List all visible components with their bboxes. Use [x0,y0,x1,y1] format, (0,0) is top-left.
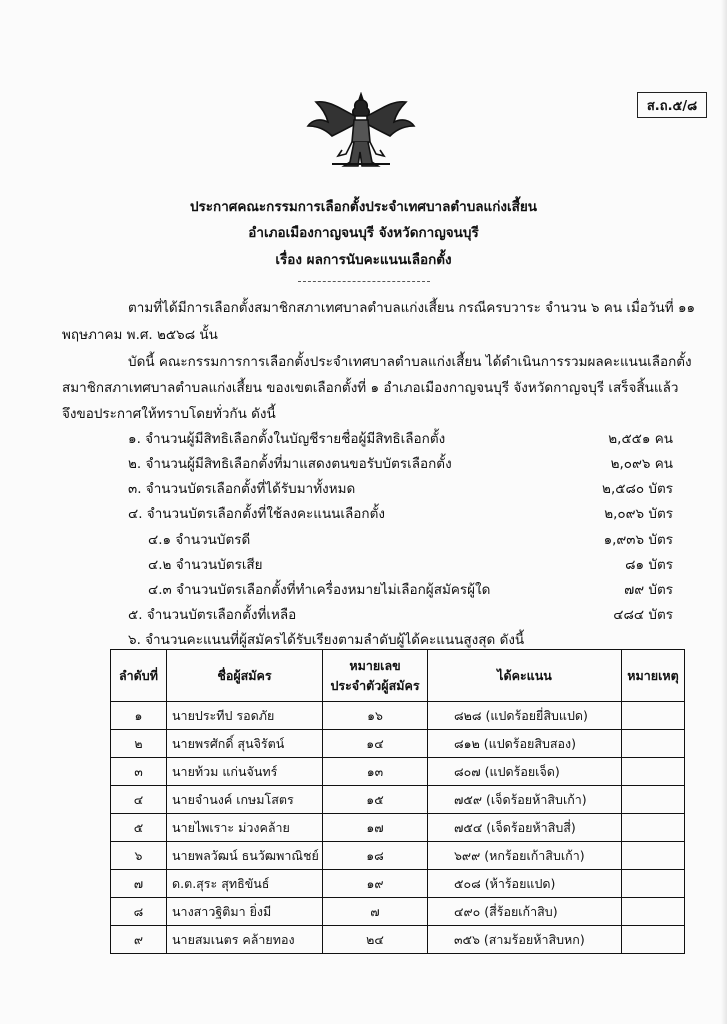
cell-score: ๓๕๖ (สามร้อยห้าสิบหก) [428,926,622,954]
stat-label: ๒. จำนวนผู้มีสิทธิเลือกตั้งที่มาแสดงตนขอรับบัตรเลือกตั้ง [128,456,452,472]
announcement-title: ประกาศคณะกรรมการเลือกตั้งประจำเทศบาลตำบลแก่งเสี้ยน [189,199,538,215]
form-code-box: ส.ถ.๕/๘ [637,92,707,118]
cell-score: ๗๕๙ (เจ็ดร้อยห้าสิบเก้า) [428,786,622,814]
paragraph-2-line-1: บัดนี้ คณะกรรมการการเลือกตั้งประจำเทศบาลตำบลแก่งเสี้ยน ได้ดำเนินการรวมผลคะแนนเลือกตั้ง [128,354,692,370]
stat-label: ๑. จำนวนผู้มีสิทธิเลือกตั้งในบัญชีรายชื่อผู้มีสิทธิเลือกตั้ง [128,431,446,447]
cell-score: ๗๕๔ (เจ็ดร้อยห้าสิบสี่) [428,814,622,842]
stat-sublabel: ๔.๒ จำนวนบัตรเสีย [148,557,263,573]
cell-remark [622,730,685,758]
stat-label: ๔. จำนวนบัตรเลือกตั้งที่ใช้ลงคะแนนเลือกตั้ง [128,506,385,522]
stat-value: ๑,๙๓๖ บัตร [603,532,673,548]
cell-number: ๑๖ [323,702,428,730]
table-row [111,702,685,730]
table-row [111,898,685,926]
cell-number: ๑๗ [323,814,428,842]
paragraph-1-line-2: พฤษภาคม พ.ศ. ๒๕๖๘ นั้น [62,327,218,343]
cell-remark [622,758,685,786]
cell-score: ๘๐๗ (แปดร้อยเจ็ด) [428,758,622,786]
cell-number: ๒๔ [323,926,428,954]
table-row [111,730,685,758]
cell-name: ด.ต.สุระ สุทธิขันธ์ [167,870,323,898]
announcement-location: อำเภอเมืองกาญจนบุรี จังหวัดกาญจนบุรี [248,225,479,241]
table-row [111,926,685,954]
cell-number: ๑๕ [323,786,428,814]
header-number-line-2: ประจำตัวผู้สมัคร [330,677,420,693]
separator-line [298,281,430,282]
paragraph-2-line-2: สมาชิกสภาเทศบาลตำบลแก่งเสี้ยน ของเขตเลือกตั้งที่ ๑ อำเภอเมืองกาญจนบุรี จังหวัดกาญจบุรี เสร็จสิ้นแล้ว [62,380,679,396]
cell-remark [622,786,685,814]
cell-rank: ๓ [111,758,167,786]
stat-sublabel: ๔.๓ จำนวนบัตรเลือกตั้งที่ทำเครื่องหมายไม่เลือกผู้สมัครผู้ใด [148,582,491,598]
stat-value: ๔๘๔ บัตร [613,607,673,623]
cell-number: ๑๔ [323,730,428,758]
cell-number: ๑๙ [323,870,428,898]
stat-sublabel: ๔.๑ จำนวนบัตรดี [148,532,251,548]
header-number [323,650,428,702]
page-fold-shadow [721,0,727,1024]
stat-label-6: ๖. จำนวนคะแนนที่ผู้สมัครได้รับเรียงตามลำดับผู้ได้คะแนนสูงสุด ดังนี้ [128,632,525,648]
stat-value: ๒,๕๘๐ บัตร [602,481,673,497]
cell-rank: ๕ [111,814,167,842]
cell-rank: ๖ [111,842,167,870]
stat-label: ๕. จำนวนบัตรเลือกตั้งที่เหลือ [128,607,297,623]
table-row [111,870,685,898]
cell-name: นายท้วม แก่นจันทร์ [167,758,323,786]
header-rank: ลำดับที่ [111,650,167,702]
cell-name: นายประทีป รอดภัย [167,702,323,730]
results-table [110,649,685,954]
cell-number: ๑๓ [323,758,428,786]
cell-score: ๘๒๘ (แปดร้อยยี่สิบแปด) [428,702,622,730]
paragraph-1-line-1: ตามที่ได้มีการเลือกตั้งสมาชิกสภาเทศบาลตำบลแก่งเสี้ยน กรณีครบวาระ จำนวน ๖ คน เมื่อวันที่ ๑๑ [128,300,696,316]
announcement-subject: เรื่อง ผลการนับคะแนนเลือกตั้ง [275,252,452,268]
paragraph-2-line-3: จึงขอประกาศให้ทราบโดยทั่วกัน ดังนี้ [62,406,276,422]
cell-rank: ๑ [111,702,167,730]
table-row [111,758,685,786]
cell-name: นางสาวฐิติมา ยิ่งมี [167,898,323,926]
cell-rank: ๔ [111,786,167,814]
table-row [111,842,685,870]
cell-rank: ๙ [111,926,167,954]
cell-score: ๘๑๒ (แปดร้อยสิบสอง) [428,730,622,758]
cell-name: นายพลวัฒน์ ธนวัฒพาณิชย์ [167,842,323,870]
cell-name: นายพรศักดิ์ สุนจิรัตน์ [167,730,323,758]
cell-score: ๕๐๘ (ห้าร้อยแปด) [428,870,622,898]
cell-remark [622,926,685,954]
cell-score: ๔๙๐ (สี่ร้อยเก้าสิบ) [428,898,622,926]
cell-number: ๗ [323,898,428,926]
stat-value: ๒,๐๙๖ คน [610,456,673,472]
cell-remark [622,702,685,730]
cell-number: ๑๘ [323,842,428,870]
stat-label: ๓. จำนวนบัตรเลือกตั้งที่ได้รับมาทั้งหมด [128,481,356,497]
cell-rank: ๗ [111,870,167,898]
header-name: ชื่อผู้สมัคร [167,650,323,702]
cell-remark [622,898,685,926]
cell-name: นายจำนงค์ เกษมโสตร [167,786,323,814]
stat-value: ๒,๐๙๖ บัตร [604,506,673,522]
cell-name: นายไพเราะ ม่วงคล้าย [167,814,323,842]
header-remark: หมายเหตุ [622,650,685,702]
header-score: ได้คะแนน [428,650,622,702]
stat-value: ๗๙ บัตร [624,582,673,598]
cell-remark [622,870,685,898]
table-row [111,814,685,842]
table-row [111,786,685,814]
stat-value: ๘๑ บัตร [625,557,673,573]
cell-rank: ๘ [111,898,167,926]
table-header-row [111,650,685,702]
cell-remark [622,814,685,842]
cell-remark [622,842,685,870]
stat-value: ๒,๕๕๑ คน [608,431,673,447]
cell-name: นายสมเนตร คล้ายทอง [167,926,323,954]
cell-rank: ๒ [111,730,167,758]
garuda-emblem-icon [302,92,420,172]
cell-score: ๖๙๙ (หกร้อยเก้าสิบเก้า) [428,842,622,870]
header-number-line-1: หมายเลข [349,657,401,673]
